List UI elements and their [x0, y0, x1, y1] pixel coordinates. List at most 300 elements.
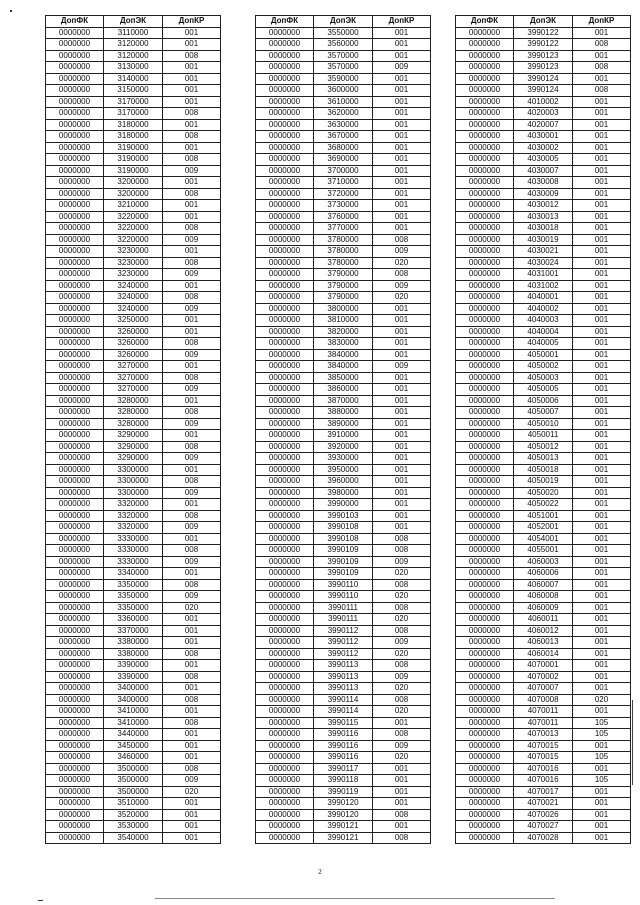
cell-dopek: 3990103 — [314, 510, 373, 522]
cell-dopkr: 009 — [163, 269, 221, 281]
table-row — [256, 809, 431, 821]
cell-dopkr: 009 — [163, 453, 221, 465]
table-row — [456, 315, 631, 327]
cell-dopkr: 020 — [373, 752, 431, 764]
cell-dopkr: 001 — [573, 625, 631, 637]
cell-dopfk: 0000000 — [456, 39, 514, 51]
cell-dopek: 3500000 — [104, 775, 163, 787]
cell-dopek: 3810000 — [314, 315, 373, 327]
cell-dopek: 4050006 — [514, 395, 573, 407]
cell-dopfk: 0000000 — [456, 487, 514, 499]
table-row — [256, 303, 431, 315]
cell-dopek: 4020003 — [514, 108, 573, 120]
cell-dopek: 4060013 — [514, 637, 573, 649]
cell-dopek: 4030002 — [514, 142, 573, 154]
cell-dopfk: 0000000 — [456, 602, 514, 614]
cell-dopfk: 0000000 — [256, 211, 314, 223]
table-row — [456, 280, 631, 292]
table-row — [46, 234, 221, 246]
cell-dopek: 3240000 — [104, 292, 163, 304]
cell-dopek: 3990113 — [314, 683, 373, 695]
code-table-2 — [255, 15, 431, 844]
cell-dopkr: 001 — [573, 821, 631, 833]
table-row — [256, 648, 431, 660]
table-row — [456, 614, 631, 626]
cell-dopfk: 0000000 — [46, 729, 104, 741]
cell-dopek: 3560000 — [314, 39, 373, 51]
cell-dopek: 4055001 — [514, 545, 573, 557]
table-row — [456, 832, 631, 844]
cell-dopkr: 001 — [573, 223, 631, 235]
cell-dopfk: 0000000 — [256, 407, 314, 419]
cell-dopek: 3510000 — [104, 798, 163, 810]
cell-dopek: 3300000 — [104, 464, 163, 476]
cell-dopfk: 0000000 — [456, 798, 514, 810]
cell-dopkr: 001 — [573, 740, 631, 752]
cell-dopfk: 0000000 — [456, 142, 514, 154]
cell-dopkr: 009 — [373, 740, 431, 752]
table-row — [256, 671, 431, 683]
table-row — [46, 476, 221, 488]
cell-dopfk: 0000000 — [46, 246, 104, 258]
cell-dopfk: 0000000 — [256, 234, 314, 246]
table-row — [256, 165, 431, 177]
cell-dopkr: 001 — [573, 407, 631, 419]
table-row — [46, 39, 221, 51]
cell-dopfk: 0000000 — [256, 119, 314, 131]
cell-dopkr: 001 — [373, 499, 431, 511]
cell-dopkr: 001 — [373, 142, 431, 154]
cell-dopfk: 0000000 — [46, 108, 104, 120]
cell-dopkr: 001 — [163, 280, 221, 292]
cell-dopkr: 001 — [573, 269, 631, 281]
table-row — [456, 108, 631, 120]
cell-dopkr: 001 — [163, 706, 221, 718]
cell-dopek: 4070011 — [514, 717, 573, 729]
table-header — [46, 16, 221, 28]
cell-dopkr: 001 — [573, 499, 631, 511]
cell-dopkr: 001 — [163, 119, 221, 131]
cell-dopkr: 008 — [573, 39, 631, 51]
cell-dopek: 3400000 — [104, 694, 163, 706]
cell-dopkr: 008 — [373, 809, 431, 821]
table-row — [46, 200, 221, 212]
cell-dopkr: 001 — [373, 775, 431, 787]
cell-dopfk: 0000000 — [256, 832, 314, 844]
cell-dopkr: 001 — [163, 809, 221, 821]
cell-dopkr: 001 — [373, 50, 431, 62]
table-row — [456, 188, 631, 200]
cell-dopek: 4070013 — [514, 729, 573, 741]
cell-dopek: 4050005 — [514, 384, 573, 396]
cell-dopek: 3990122 — [514, 39, 573, 51]
cell-dopek: 3630000 — [314, 119, 373, 131]
cell-dopfk: 0000000 — [46, 476, 104, 488]
cell-dopek: 4050003 — [514, 372, 573, 384]
cell-dopkr: 001 — [373, 464, 431, 476]
cell-dopfk: 0000000 — [256, 809, 314, 821]
cell-dopkr: 001 — [163, 326, 221, 338]
table-row — [256, 821, 431, 833]
cell-dopek: 3780000 — [314, 246, 373, 258]
table-row — [256, 637, 431, 649]
cell-dopfk: 0000000 — [456, 372, 514, 384]
cell-dopek: 3770000 — [314, 223, 373, 235]
table-row — [456, 533, 631, 545]
cell-dopfk: 0000000 — [46, 372, 104, 384]
table-row — [456, 131, 631, 143]
cell-dopek: 3170000 — [104, 96, 163, 108]
cell-dopek: 3990000 — [314, 499, 373, 511]
cell-dopek: 3990115 — [314, 717, 373, 729]
cell-dopfk: 0000000 — [456, 476, 514, 488]
cell-dopfk: 0000000 — [256, 292, 314, 304]
cell-dopfk: 0000000 — [256, 579, 314, 591]
cell-dopkr: 001 — [573, 579, 631, 591]
table-row — [456, 648, 631, 660]
cell-dopkr: 020 — [573, 694, 631, 706]
cell-dopkr: 008 — [163, 671, 221, 683]
cell-dopkr: 001 — [573, 303, 631, 315]
cell-dopek: 3250000 — [104, 315, 163, 327]
cell-dopfk: 0000000 — [256, 142, 314, 154]
cell-dopkr: 008 — [373, 694, 431, 706]
cell-dopek: 4030013 — [514, 211, 573, 223]
table-row — [256, 763, 431, 775]
cell-dopfk: 0000000 — [256, 614, 314, 626]
cell-dopek: 3880000 — [314, 407, 373, 419]
cell-dopkr: 009 — [373, 62, 431, 74]
table-row — [46, 315, 221, 327]
cell-dopkr: 001 — [163, 821, 221, 833]
cell-dopfk: 0000000 — [46, 591, 104, 603]
table-row — [256, 430, 431, 442]
table-row — [456, 165, 631, 177]
table-row — [46, 637, 221, 649]
cell-dopkr: 001 — [573, 441, 631, 453]
header-row — [46, 16, 221, 28]
cell-dopek: 4030008 — [514, 177, 573, 189]
cell-dopek: 4070008 — [514, 694, 573, 706]
cell-dopfk: 0000000 — [456, 740, 514, 752]
cell-dopek: 3850000 — [314, 372, 373, 384]
cell-dopkr: 001 — [163, 637, 221, 649]
cell-dopek: 3990123 — [514, 62, 573, 74]
cell-dopfk: 0000000 — [456, 326, 514, 338]
cell-dopfk: 0000000 — [456, 349, 514, 361]
code-table-3 — [455, 15, 631, 844]
column-header-dopkr: ДопКР — [163, 16, 221, 28]
table-row — [46, 257, 221, 269]
cell-dopkr: 001 — [573, 96, 631, 108]
table-row — [46, 349, 221, 361]
table-row — [46, 798, 221, 810]
cell-dopek: 4070007 — [514, 683, 573, 695]
cell-dopfk: 0000000 — [256, 177, 314, 189]
table-row — [46, 407, 221, 419]
cell-dopfk: 0000000 — [256, 395, 314, 407]
cell-dopfk: 0000000 — [256, 648, 314, 660]
cell-dopfk: 0000000 — [456, 418, 514, 430]
cell-dopek: 3990108 — [314, 522, 373, 534]
cell-dopfk: 0000000 — [256, 798, 314, 810]
cell-dopek: 3190000 — [104, 154, 163, 166]
cell-dopkr: 008 — [163, 257, 221, 269]
cell-dopkr: 001 — [573, 131, 631, 143]
cell-dopek: 3820000 — [314, 326, 373, 338]
cell-dopkr: 001 — [373, 108, 431, 120]
table-row — [46, 361, 221, 373]
cell-dopfk: 0000000 — [456, 832, 514, 844]
cell-dopfk: 0000000 — [256, 165, 314, 177]
cell-dopkr: 008 — [163, 338, 221, 350]
cell-dopfk: 0000000 — [46, 786, 104, 798]
cell-dopkr: 008 — [163, 717, 221, 729]
cell-dopfk: 0000000 — [46, 39, 104, 51]
cell-dopkr: 001 — [373, 717, 431, 729]
table-row — [456, 326, 631, 338]
cell-dopek: 3290000 — [104, 441, 163, 453]
cell-dopfk: 0000000 — [256, 338, 314, 350]
cell-dopfk: 0000000 — [256, 533, 314, 545]
cell-dopkr: 008 — [373, 269, 431, 281]
cell-dopek: 3760000 — [314, 211, 373, 223]
cell-dopkr: 001 — [373, 798, 431, 810]
cell-dopek: 4070011 — [514, 706, 573, 718]
cell-dopkr: 008 — [373, 545, 431, 557]
table-row — [256, 39, 431, 51]
table-row — [256, 614, 431, 626]
cell-dopkr: 001 — [373, 200, 431, 212]
cell-dopkr: 001 — [163, 832, 221, 844]
table-row — [256, 556, 431, 568]
cell-dopfk: 0000000 — [456, 200, 514, 212]
cell-dopfk: 0000000 — [256, 315, 314, 327]
cell-dopfk: 0000000 — [456, 384, 514, 396]
cell-dopkr: 008 — [163, 407, 221, 419]
cell-dopfk: 0000000 — [256, 522, 314, 534]
cell-dopkr: 008 — [163, 372, 221, 384]
cell-dopek: 4050018 — [514, 464, 573, 476]
table-row — [256, 476, 431, 488]
cell-dopfk: 0000000 — [256, 568, 314, 580]
cell-dopkr: 001 — [573, 706, 631, 718]
cell-dopfk: 0000000 — [46, 407, 104, 419]
cell-dopkr: 001 — [163, 142, 221, 154]
table-row — [256, 234, 431, 246]
cell-dopkr: 020 — [373, 683, 431, 695]
cell-dopek: 3230000 — [104, 246, 163, 258]
cell-dopek: 4070028 — [514, 832, 573, 844]
cell-dopkr: 001 — [373, 372, 431, 384]
table-row — [46, 418, 221, 430]
cell-dopek: 3280000 — [104, 395, 163, 407]
table-row — [456, 499, 631, 511]
cell-dopkr: 105 — [573, 717, 631, 729]
table-row — [46, 326, 221, 338]
table-header — [256, 16, 431, 28]
cell-dopek: 4030018 — [514, 223, 573, 235]
cell-dopek: 3350000 — [104, 591, 163, 603]
cell-dopfk: 0000000 — [456, 752, 514, 764]
table-row — [46, 556, 221, 568]
cell-dopek: 3380000 — [104, 648, 163, 660]
cell-dopkr: 105 — [573, 752, 631, 764]
table-row — [46, 292, 221, 304]
cell-dopek: 4030024 — [514, 257, 573, 269]
cell-dopek: 3220000 — [104, 234, 163, 246]
cell-dopfk: 0000000 — [46, 234, 104, 246]
cell-dopkr: 009 — [373, 246, 431, 258]
table-row — [46, 487, 221, 499]
table-row — [256, 338, 431, 350]
table-row — [256, 752, 431, 764]
cell-dopek: 3790000 — [314, 292, 373, 304]
cell-dopkr: 001 — [573, 832, 631, 844]
cell-dopfk: 0000000 — [256, 706, 314, 718]
cell-dopfk: 0000000 — [456, 269, 514, 281]
cell-dopfk: 0000000 — [456, 683, 514, 695]
table-row — [256, 453, 431, 465]
table-row — [46, 683, 221, 695]
cell-dopfk: 0000000 — [256, 717, 314, 729]
table-row — [46, 430, 221, 442]
cell-dopek: 3990114 — [314, 694, 373, 706]
cell-dopek: 4060011 — [514, 614, 573, 626]
table-row — [46, 671, 221, 683]
cell-dopfk: 0000000 — [456, 510, 514, 522]
cell-dopkr: 001 — [573, 395, 631, 407]
table-row — [456, 384, 631, 396]
cell-dopfk: 0000000 — [256, 372, 314, 384]
table-row — [46, 648, 221, 660]
cell-dopek: 3570000 — [314, 62, 373, 74]
table-row — [256, 349, 431, 361]
cell-dopfk: 0000000 — [256, 775, 314, 787]
table-row — [46, 73, 221, 85]
cell-dopkr: 009 — [163, 349, 221, 361]
cell-dopkr: 020 — [373, 648, 431, 660]
cell-dopkr: 001 — [163, 96, 221, 108]
table-row — [256, 706, 431, 718]
page-number: 2 — [318, 868, 322, 876]
cell-dopek: 4070027 — [514, 821, 573, 833]
cell-dopek: 3950000 — [314, 464, 373, 476]
cell-dopek: 3990110 — [314, 579, 373, 591]
table-row — [46, 50, 221, 62]
cell-dopfk: 0000000 — [46, 418, 104, 430]
cell-dopek: 3320000 — [104, 499, 163, 511]
cell-dopek: 3720000 — [314, 188, 373, 200]
cell-dopkr: 001 — [573, 660, 631, 672]
cell-dopek: 3190000 — [104, 142, 163, 154]
cell-dopkr: 001 — [573, 361, 631, 373]
cell-dopek: 3360000 — [104, 614, 163, 626]
cell-dopek: 4050002 — [514, 361, 573, 373]
table-row — [456, 223, 631, 235]
cell-dopek: 3790000 — [314, 280, 373, 292]
cell-dopfk: 0000000 — [256, 694, 314, 706]
cell-dopfk: 0000000 — [46, 602, 104, 614]
table-body — [46, 27, 221, 844]
cell-dopek: 4030021 — [514, 246, 573, 258]
table-row — [256, 177, 431, 189]
cell-dopek: 3240000 — [104, 280, 163, 292]
cell-dopfk: 0000000 — [46, 384, 104, 396]
cell-dopkr: 001 — [573, 464, 631, 476]
table-row — [256, 579, 431, 591]
cell-dopkr: 008 — [163, 223, 221, 235]
cell-dopfk: 0000000 — [256, 740, 314, 752]
cell-dopfk: 0000000 — [46, 683, 104, 695]
table-row — [456, 395, 631, 407]
table-row — [256, 625, 431, 637]
cell-dopkr: 001 — [573, 591, 631, 603]
cell-dopek: 3330000 — [104, 533, 163, 545]
table-row — [46, 522, 221, 534]
table-row — [256, 211, 431, 223]
cell-dopek: 3350000 — [104, 579, 163, 591]
cell-dopfk: 0000000 — [256, 430, 314, 442]
cell-dopek: 4054001 — [514, 533, 573, 545]
table-row — [456, 706, 631, 718]
cell-dopek: 3500000 — [104, 763, 163, 775]
table-row — [456, 119, 631, 131]
cell-dopek: 4010002 — [514, 96, 573, 108]
cell-dopkr: 001 — [373, 487, 431, 499]
cell-dopkr: 020 — [163, 786, 221, 798]
cell-dopfk: 0000000 — [256, 591, 314, 603]
cell-dopfk: 0000000 — [46, 706, 104, 718]
cell-dopek: 3240000 — [104, 303, 163, 315]
table-row — [256, 499, 431, 511]
cell-dopfk: 0000000 — [46, 545, 104, 557]
table-row — [456, 407, 631, 419]
cell-dopfk: 0000000 — [256, 752, 314, 764]
cell-dopfk: 0000000 — [456, 108, 514, 120]
table-row — [456, 292, 631, 304]
cell-dopkr: 008 — [163, 476, 221, 488]
cell-dopfk: 0000000 — [46, 96, 104, 108]
cell-dopek: 3280000 — [104, 418, 163, 430]
table-row — [46, 614, 221, 626]
cell-dopkr: 001 — [373, 763, 431, 775]
table-row — [456, 200, 631, 212]
table-row — [46, 223, 221, 235]
table-row — [456, 96, 631, 108]
table-row — [456, 694, 631, 706]
cell-dopkr: 001 — [163, 85, 221, 97]
cell-dopfk: 0000000 — [256, 499, 314, 511]
cell-dopfk: 0000000 — [456, 177, 514, 189]
cell-dopkr: 008 — [373, 533, 431, 545]
cell-dopek: 3300000 — [104, 476, 163, 488]
cell-dopek: 3400000 — [104, 683, 163, 695]
table-row — [256, 280, 431, 292]
cell-dopkr: 001 — [573, 73, 631, 85]
cell-dopkr: 001 — [573, 602, 631, 614]
cell-dopkr: 001 — [573, 349, 631, 361]
table-row — [256, 372, 431, 384]
cell-dopkr: 105 — [573, 775, 631, 787]
table-row — [456, 821, 631, 833]
table-row — [456, 453, 631, 465]
cell-dopkr: 001 — [573, 200, 631, 212]
cell-dopkr: 001 — [573, 142, 631, 154]
cell-dopfk: 0000000 — [456, 85, 514, 97]
table-row — [46, 752, 221, 764]
cell-dopfk: 0000000 — [46, 798, 104, 810]
